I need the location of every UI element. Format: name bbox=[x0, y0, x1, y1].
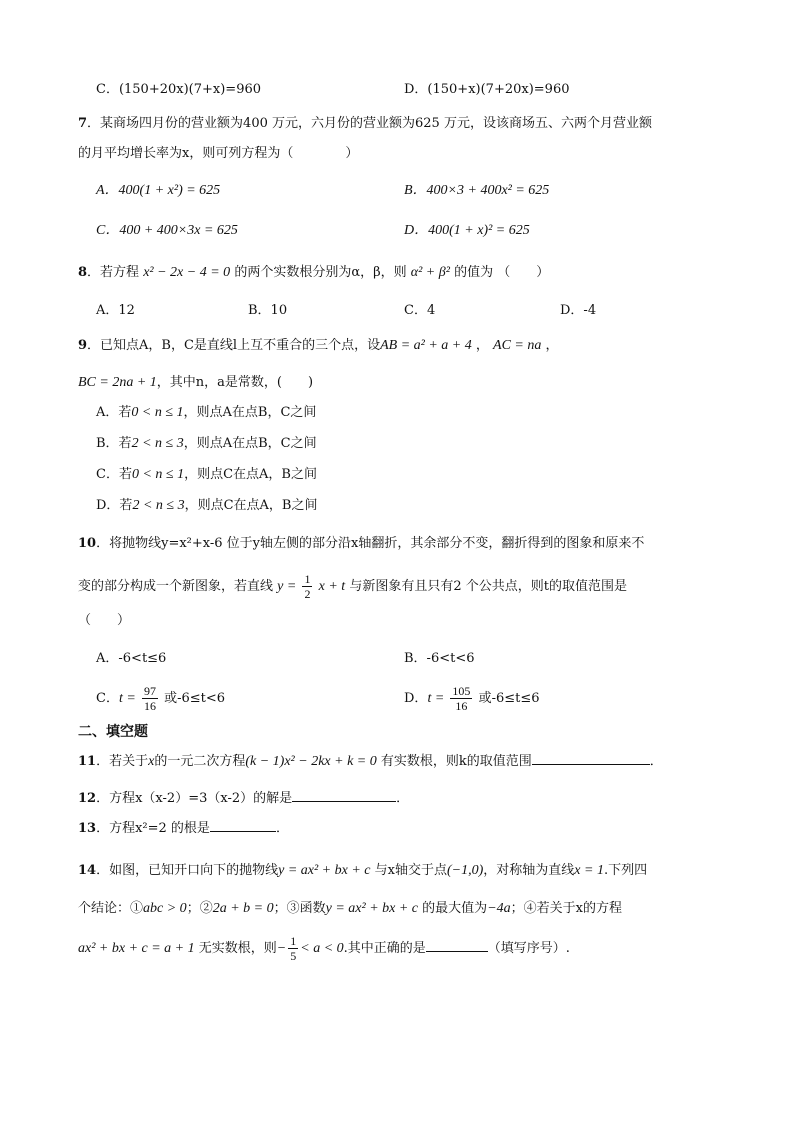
q10-option-c-fraction bbox=[142, 684, 158, 713]
q14-fraction-denominator: 5 bbox=[290, 949, 297, 963]
q13-end: ． bbox=[275, 821, 289, 836]
q14-conclusion-4-range: < a < 0 bbox=[300, 941, 344, 956]
q10-fraction-numerator: 1 bbox=[304, 572, 311, 586]
q10-option-c-numerator: 97 bbox=[143, 684, 156, 698]
q9-option-b-prefix: B．若 bbox=[96, 436, 132, 451]
q8-option-d: D．-4 bbox=[560, 303, 597, 318]
q14-line-1 bbox=[78, 862, 647, 880]
q7-option-b: B．400×3 + 400x² = 625 bbox=[404, 183, 550, 198]
q10-option-c-text: 或-6≤t<6 bbox=[164, 691, 226, 706]
q14-text-1-mid2: ，对称轴为直线 bbox=[483, 863, 575, 878]
q9-option-d-condition: 2 < n ≤ 3 bbox=[132, 498, 185, 513]
q14-answer-blank[interactable] bbox=[426, 951, 488, 952]
q8-text-mid: 的两个实数根分别为α，β，则 bbox=[234, 265, 407, 280]
q10-option-c bbox=[96, 682, 225, 716]
q14-text-1-mid: 与x轴交于点 bbox=[374, 863, 447, 878]
q14-number: 14 bbox=[78, 863, 97, 878]
q8-equation: x² − 2x − 4 = 0 bbox=[143, 265, 231, 280]
q11-text-mid: 的一元二次方程 bbox=[154, 754, 246, 769]
q10-option-d-lhs: t = bbox=[427, 691, 445, 706]
q9-line-1 bbox=[78, 337, 559, 355]
q10-number: 10 bbox=[78, 536, 97, 551]
q14-text-1-post: .下列四 bbox=[603, 863, 648, 878]
q9-option-d-text: ，则点C在点A，B之间 bbox=[184, 498, 318, 513]
q10-text-2-pre: 变的部分构成一个新图象，若直线 bbox=[78, 579, 274, 594]
q11-text-pre: ．若关于 bbox=[96, 754, 149, 769]
q14-conclusion-4: ax² + bx + c = a + 1 bbox=[78, 941, 195, 956]
q10-line-2 bbox=[78, 570, 627, 604]
section-title-fill-in: 二、填空题 bbox=[78, 724, 148, 740]
q9-bc: BC = 2na + 1 bbox=[78, 375, 157, 390]
q14-fraction-numerator: 1 bbox=[290, 934, 297, 948]
q9-ab: AB = a² + a + 4 bbox=[380, 338, 472, 353]
q9-line-2 bbox=[78, 374, 313, 392]
q14-line-3 bbox=[78, 932, 570, 966]
q11-answer-blank[interactable] bbox=[532, 764, 650, 765]
q8-option-a: A．12 bbox=[96, 303, 135, 318]
q10-option-d-fraction bbox=[450, 684, 472, 713]
q12-line bbox=[78, 790, 409, 808]
q10-line-lhs: y = bbox=[277, 579, 297, 594]
q10-option-d-numerator: 105 bbox=[452, 684, 471, 698]
q10-text-1: ．将抛物线y=x²+x-6 位于y轴左侧的部分沿x轴翻折，其余部分不变，翻折得到的图象和原来不 bbox=[96, 536, 645, 551]
q9-text-2: ，其中n，a是常数，( ) bbox=[156, 375, 314, 390]
q13-number: 13 bbox=[78, 821, 97, 836]
q12-end: ． bbox=[396, 791, 410, 806]
q7-line-1 bbox=[78, 115, 652, 133]
q9-option-c-text: ，则点C在点A，B之间 bbox=[184, 467, 317, 482]
q9-sep-2: ， bbox=[545, 338, 559, 353]
q7-option-c: C．400 + 400×3x = 625 bbox=[96, 223, 238, 238]
q10-option-d-prefix: D． bbox=[404, 691, 428, 706]
q14-text-3-c: （填写序号）. bbox=[487, 941, 570, 956]
q14-text-2-b: ；② bbox=[186, 901, 213, 916]
q9-option-a-condition: 0 < n ≤ 1 bbox=[131, 405, 184, 420]
q14-text-2-a: 个结论：① bbox=[78, 901, 144, 916]
q14-conclusion-3-value: −4a bbox=[487, 901, 511, 916]
q11-line bbox=[78, 753, 663, 771]
q7-text-1: ．某商场四月份的营业额为400 万元，六月份的营业额为625 万元，设该商场五、六两个月营业额 bbox=[87, 116, 652, 131]
q10-line-rhs: x + t bbox=[318, 579, 346, 594]
q14-text-2-e: ；④若关于x的方程 bbox=[510, 901, 622, 916]
q11-end: ． bbox=[649, 754, 663, 769]
q9-text-1: ．已知点A，B，C是直线l上互不重合的三个点，设 bbox=[87, 338, 381, 353]
q14-text-2-d: 的最大值为 bbox=[422, 901, 488, 916]
q14-conclusion-4-minus: − bbox=[276, 941, 287, 956]
q10-option-d bbox=[404, 682, 540, 716]
q8-option-c: C．4 bbox=[404, 303, 436, 318]
q9-option-b-text: ，则点A在点B，C之间 bbox=[183, 436, 317, 451]
q12-number: 12 bbox=[78, 791, 97, 806]
q10-option-c-prefix: C． bbox=[96, 691, 119, 706]
q9-option-a bbox=[96, 404, 316, 422]
q10-fraction bbox=[302, 572, 312, 601]
q10-option-a: A．-6<t≤6 bbox=[96, 651, 167, 666]
q8-text-pre: ．若方程 bbox=[87, 265, 140, 280]
q11-text-post: 有实数根，则k的取值范围 bbox=[380, 754, 532, 769]
q14-text-1-pre: ．如图，已知开口向下的抛物线 bbox=[96, 863, 279, 878]
q10-text-2-post: 与新图象有且只有2 个公共点，则t的取值范围是 bbox=[349, 579, 627, 594]
q13-line bbox=[78, 820, 289, 838]
q10-line-1 bbox=[78, 535, 644, 553]
q11-equation: (k − 1)x² − 2kx + k = 0 bbox=[245, 754, 377, 769]
q10-text-3: （ ） bbox=[78, 613, 131, 628]
q8-option-b: B．10 bbox=[248, 303, 288, 318]
q14-text-3-b: .其中正确的是 bbox=[343, 941, 426, 956]
q9-option-a-prefix: A．若 bbox=[96, 405, 132, 420]
q7-text-2: 的月平均增长率为x，则可列方程为（ ） bbox=[78, 146, 359, 161]
q7-option-a: A．400(1 + x²) = 625 bbox=[96, 183, 221, 198]
q10-fraction-denominator: 2 bbox=[304, 587, 311, 601]
q14-line-2 bbox=[78, 900, 622, 918]
q14-point: (−1,0) bbox=[447, 863, 484, 878]
q14-conclusion-3: y = ax² + bx + c bbox=[325, 901, 419, 916]
q10-option-c-lhs: t = bbox=[118, 691, 136, 706]
q13-answer-blank[interactable] bbox=[210, 831, 276, 832]
q10-option-d-denominator: 16 bbox=[455, 699, 468, 713]
q11-number: 11 bbox=[78, 754, 97, 769]
q14-fraction bbox=[288, 934, 298, 963]
q9-option-a-text: ，则点A在点B，C之间 bbox=[183, 405, 317, 420]
q14-conclusion-1: abc > 0 bbox=[143, 901, 187, 916]
q13-text: ．方程x²=2 的根是 bbox=[96, 821, 210, 836]
q9-option-c-prefix: C．若 bbox=[96, 467, 132, 482]
q9-number: 9 bbox=[78, 338, 88, 353]
q8-line bbox=[78, 264, 549, 282]
q10-option-b: B．-6<t<6 bbox=[404, 651, 475, 666]
q9-option-c bbox=[96, 466, 317, 484]
q14-text-3-a: 无实数根，则 bbox=[198, 941, 277, 956]
q14-text-2-c: ；③函数 bbox=[273, 901, 326, 916]
q9-option-c-condition: 0 < n ≤ 1 bbox=[131, 467, 185, 482]
q10-option-c-denominator: 16 bbox=[143, 699, 156, 713]
q10-option-d-text: 或-6≤t≤6 bbox=[478, 691, 540, 706]
q9-ac: AC = na bbox=[493, 338, 542, 353]
q9-option-d-prefix: D．若 bbox=[96, 498, 133, 513]
q8-expression: α² + β² bbox=[410, 265, 450, 280]
q14-parabola: y = ax² + bx + c bbox=[278, 863, 371, 878]
q8-number: 8 bbox=[78, 265, 88, 280]
q11-variable: x bbox=[148, 754, 155, 769]
q12-text: ．方程x（x-2）=3（x-2）的解是 bbox=[96, 791, 293, 806]
q9-option-b bbox=[96, 435, 317, 453]
q12-answer-blank[interactable] bbox=[292, 801, 396, 802]
q9-option-d bbox=[96, 497, 317, 515]
q6-option-d: D．(150+x)(7+20x)=960 bbox=[404, 82, 570, 97]
q9-sep: ， bbox=[475, 338, 489, 353]
q8-text-post: 的值为 （ ） bbox=[454, 265, 550, 280]
q14-axis: x = 1 bbox=[574, 863, 604, 878]
q9-option-b-condition: 2 < n ≤ 3 bbox=[131, 436, 184, 451]
q7-number: 7 bbox=[78, 116, 88, 131]
q6-option-c: C．(150+20x)(7+x)=960 bbox=[96, 82, 262, 97]
q7-option-d: D．400(1 + x)² = 625 bbox=[404, 223, 530, 238]
q14-conclusion-2: 2a + b = 0 bbox=[212, 901, 274, 916]
